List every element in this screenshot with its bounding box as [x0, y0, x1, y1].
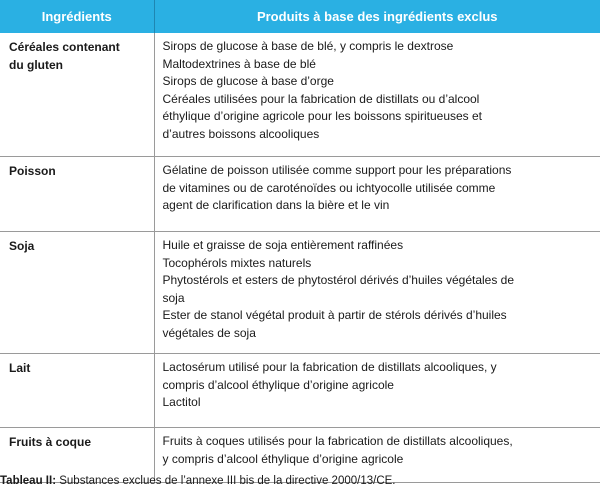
product-line: Phytostérols et esters de phytostérol dérivés d’huiles végétales de: [162, 273, 515, 288]
header-ingredients: Ingrédients: [0, 0, 154, 33]
product-line: Fruits à coques utilisés pour la fabrication de distillats alcooliques,: [162, 434, 513, 448]
product-line: Lactosérum utilisé pour la fabrication de distillats alcooliques, y: [162, 360, 497, 374]
table-row-lait: [0, 354, 600, 428]
product-line: agent de clarification dans la bière et le vin: [162, 198, 390, 213]
product-line: Sirops de glucose à base d’orge: [162, 74, 334, 89]
ingredient-line: Lait: [9, 361, 31, 375]
products-cell: [154, 157, 600, 232]
ingredient-line: du gluten: [9, 57, 63, 72]
header-row: [0, 0, 600, 33]
product-line: Lactitol: [162, 395, 201, 410]
table-caption: [0, 475, 395, 487]
ingredient-cell: [0, 33, 154, 157]
ingredient-cell: [0, 354, 154, 428]
product-line: végétales de soja: [162, 325, 256, 340]
caption-text: Substances exclues de l’annexe III bis de la directive 2000/13/CE.: [56, 475, 396, 487]
products-cell: [154, 232, 600, 354]
table-row-soja: [0, 232, 600, 354]
ingredient-cell: [0, 157, 154, 232]
ingredient-line: Fruits à coque: [9, 435, 92, 449]
product-line: d’autres boissons alcooliques: [162, 126, 320, 141]
product-line: Sirops de glucose à base de blé, y compris le dextrose: [162, 39, 454, 53]
products-cell: [154, 33, 600, 157]
product-line: éthylique d’origine agricole pour les boissons spiritueuses et: [162, 109, 483, 124]
header-products: Produits à base des ingrédients exclus: [154, 0, 600, 33]
ingredient-line: Poisson: [9, 164, 56, 178]
table-header: [0, 0, 600, 33]
product-line: Céréales utilisées pour la fabrication de distillats ou d’alcool: [162, 91, 480, 106]
product-line: Ester de stanol végétal produit à partir de stérols dérivés d’huiles: [162, 308, 507, 323]
product-line: Huile et graisse de soja entièrement raffinées: [162, 238, 404, 252]
ingredient-line: Soja: [9, 239, 35, 253]
ingredient-cell: [0, 232, 154, 354]
caption-label: Tableau II:: [0, 475, 57, 487]
product-line: Tocophérols mixtes naturels: [162, 255, 312, 270]
product-line: Maltodextrines à base de blé: [162, 56, 316, 71]
products-cell: [154, 354, 600, 428]
product-line: compris d’alcool éthylique d’origine agricole: [162, 377, 394, 392]
product-line: soja: [162, 290, 185, 305]
table-body: [0, 33, 600, 483]
product-line: Gélatine de poisson utilisée comme support pour les préparations: [162, 163, 512, 177]
table-row-cereales: [0, 33, 600, 157]
table-row-poisson: [0, 157, 600, 232]
product-line: y compris d’alcool éthylique d’origine agricole: [162, 451, 404, 466]
product-line: de vitamines ou de caroténoïdes ou ichtyocolle utilisée comme: [162, 180, 496, 195]
ingredient-line: Céréales contenant: [9, 40, 120, 54]
